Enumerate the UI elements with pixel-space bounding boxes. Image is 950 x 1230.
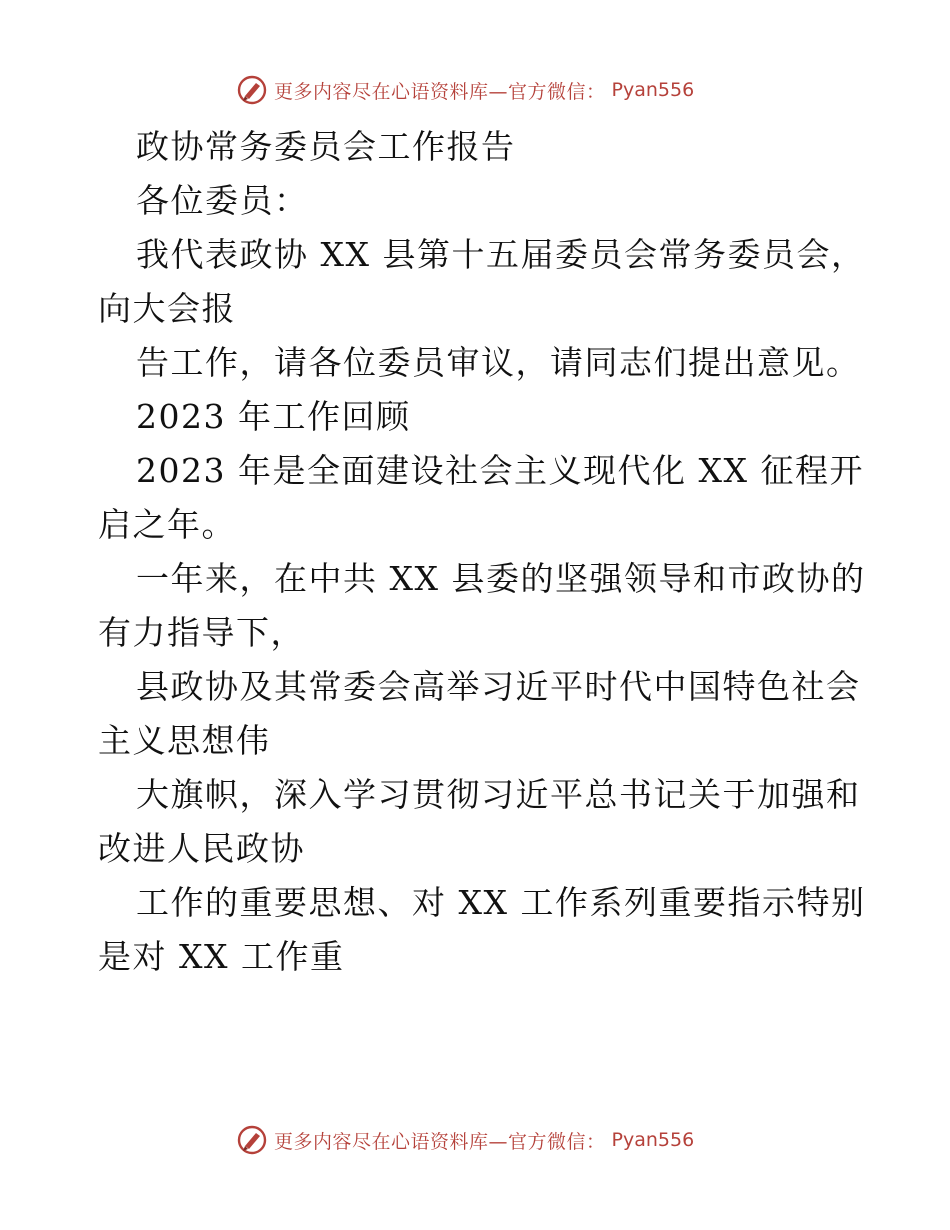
body-line: 2023 年是全面建设社会主义现代化 XX 征程开	[136, 451, 864, 490]
body-line: 是对 XX 工作重	[98, 937, 345, 976]
body-line: 工作的重要思想、对 XX 工作系列重要指示特别	[136, 883, 866, 922]
body-line: 一年来，在中共 XX 县委的坚强领导和市政协的	[136, 559, 866, 598]
body-line: 启之年。	[98, 505, 236, 544]
pen-logo-icon	[236, 1124, 268, 1156]
pen-logo-icon	[236, 74, 268, 106]
salutation: 各位委员：	[136, 181, 309, 220]
body-line: 向大会报	[98, 289, 236, 328]
document-title: 政协常务委员会工作报告	[136, 127, 516, 166]
watermark-text: 更多内容尽在心语资料库—官方微信：	[274, 80, 606, 103]
body-line: 我代表政协 XX 县第十五届委员会常务委员会，	[136, 235, 866, 274]
body-line: 大旗帜，深入学习贯彻习近平总书记关于加强和	[136, 775, 861, 814]
watermark-contact: Pyan556	[611, 79, 695, 101]
watermark-contact: Pyan556	[611, 1129, 695, 1151]
watermark-text: 更多内容尽在心语资料库—官方微信：	[274, 1130, 606, 1153]
document-body	[98, 120, 868, 984]
header-watermark	[236, 72, 694, 108]
body-line: 有力指导下，	[98, 613, 305, 652]
body-line: 改进人民政协	[98, 829, 305, 868]
body-line: 县政协及其常委会高举习近平时代中国特色社会	[136, 667, 861, 706]
body-line: 告工作，请各位委员审议，请同志们提出意见。	[136, 343, 861, 382]
footer-watermark	[236, 1122, 694, 1158]
section-heading: 2023 年工作回顾	[136, 397, 411, 436]
body-line: 主义思想伟	[98, 721, 271, 760]
